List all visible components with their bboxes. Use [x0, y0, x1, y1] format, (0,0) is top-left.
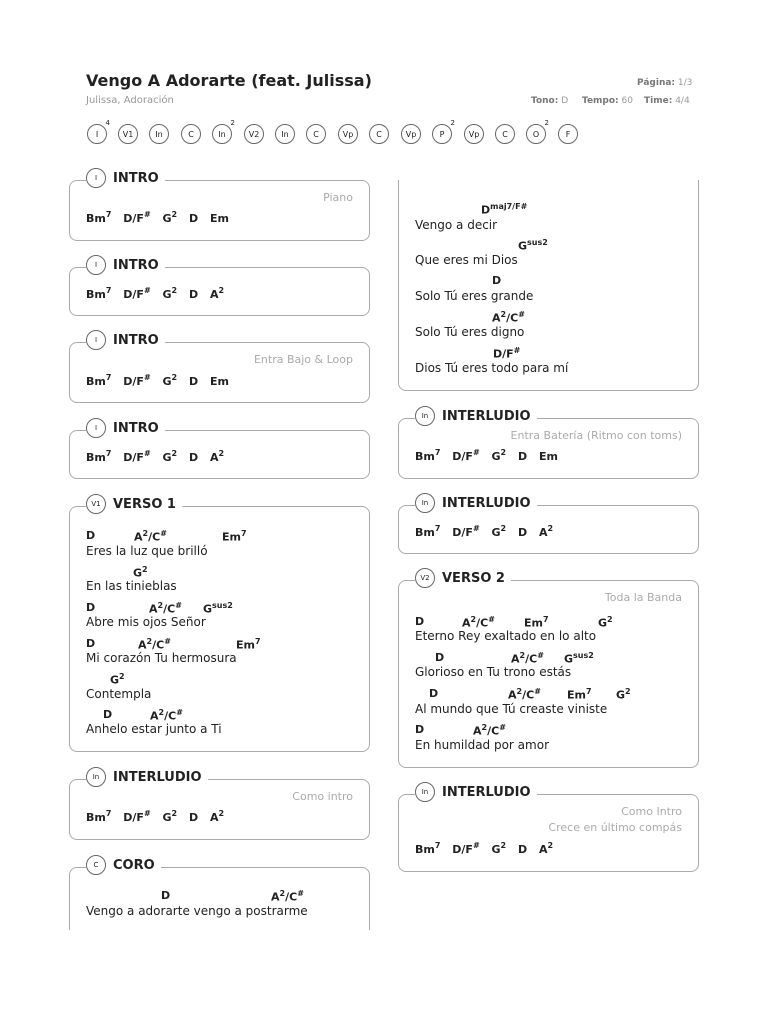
chord: D — [492, 274, 502, 287]
section-note: Crece en último compás — [548, 821, 682, 834]
chord: Em$^7$ — [222, 529, 247, 544]
lyric-line: Mi corazón Tu hermosura — [86, 651, 237, 665]
section-badge: In — [415, 406, 435, 426]
section-note: Piano — [323, 191, 353, 204]
nav-coro[interactable]: C — [495, 124, 515, 144]
chord: D — [415, 723, 425, 736]
lyric-line: Vengo a adorarte vengo a postrarme — [86, 904, 308, 918]
key-indicator: Tono: D — [531, 96, 569, 106]
nav-verso-p[interactable]: Vp — [338, 124, 358, 144]
nav-coro[interactable]: C — [181, 124, 201, 144]
section-title: CORO — [113, 857, 155, 873]
section-header — [86, 494, 182, 514]
chord: D — [161, 889, 171, 902]
chord-progression: Bm$^7$ D/F# $G^2$ D $A^2$ — [86, 809, 225, 824]
section-header — [415, 782, 537, 802]
section-badge: In — [86, 767, 106, 787]
lyric-line: Anhelo estar junto a Ti — [86, 722, 222, 736]
nav-interludio[interactable]: In 2 — [212, 124, 232, 144]
chord-progression: Bm$^7$ D/F# $G^2$ D $A^2$ — [86, 286, 225, 301]
section-title: VERSO 2 — [442, 570, 505, 586]
section-title: VERSO 1 — [113, 496, 176, 512]
chord: D — [86, 529, 96, 542]
nav-verso-p[interactable]: Vp — [464, 124, 484, 144]
section-header — [415, 406, 537, 426]
section-badge: V1 — [86, 494, 106, 514]
section-title: INTERLUDIO — [113, 769, 202, 785]
lyric-line: Solo Tú eres digno — [415, 325, 525, 339]
section-badge: I — [86, 168, 106, 188]
chord: $D^{maj7/F\#}$ — [481, 202, 528, 217]
chord: $A^2/C^{\#}$ — [138, 637, 171, 652]
chord: $G^{sus2}$ — [203, 601, 233, 616]
chord: $A^2/C^{\#}$ — [134, 529, 167, 544]
section-badge: I — [86, 418, 106, 438]
section-badge: I — [86, 255, 106, 275]
nav-verso-1[interactable]: V1 — [118, 124, 138, 144]
page-indicator: Página: 1/3 — [637, 78, 693, 88]
chord: $G^2$ — [616, 687, 631, 702]
nav-intro[interactable]: I 4 — [87, 124, 107, 144]
nav-interludio[interactable]: In — [275, 124, 295, 144]
chord: D — [103, 708, 113, 721]
chord: $G^2$ — [110, 672, 125, 687]
lyric-line: Al mundo que Tú creaste viniste — [415, 702, 608, 716]
section-card — [398, 180, 699, 391]
chord: $A^2/C^{\#}$ — [271, 889, 304, 904]
nav-coro[interactable]: C — [306, 124, 326, 144]
section-header — [415, 568, 511, 588]
chord: Em$^7$ — [567, 687, 592, 702]
chord: D — [86, 637, 96, 650]
nav-final[interactable]: F — [558, 124, 578, 144]
chord: D/F# — [493, 346, 521, 361]
chord: $A^2/C^{\#}$ — [511, 651, 544, 666]
section-note: Toda la Banda — [604, 591, 682, 604]
section-badge: In — [415, 782, 435, 802]
chord: D — [429, 687, 439, 700]
chord-progression: Bm$^7$ D/F# $G^2$ D $A^2$ — [86, 449, 225, 464]
section-badge: C — [86, 855, 106, 875]
nav-verso-p[interactable]: Vp — [401, 124, 421, 144]
chord: $G^2$ — [133, 565, 148, 580]
lyric-line: Glorioso en Tu trono estás — [415, 665, 572, 679]
section-badge: In — [415, 493, 435, 513]
chord: D — [86, 601, 96, 614]
section-header — [415, 493, 537, 513]
chord: $A^2/C^{\#}$ — [492, 310, 525, 325]
chord: Em$^7$ — [236, 637, 261, 652]
chord: $G^2$ — [598, 615, 613, 630]
section-title: INTRO — [113, 332, 159, 348]
chord-progression: Bm$^7$ D/F# $G^2$ D $A^2$ — [415, 524, 554, 539]
section-header — [86, 418, 165, 438]
chord-progression: Bm$^7$ D/F# $G^2$ D Em — [86, 373, 229, 388]
chord: $A^2/C^{\#}$ — [150, 708, 183, 723]
chord: $A^2/C^{\#}$ — [473, 723, 506, 738]
section-title: INTERLUDIO — [442, 784, 531, 800]
lyric-line: Vengo a decir — [415, 218, 498, 232]
nav-interludio[interactable]: In — [149, 124, 169, 144]
section-header — [86, 767, 208, 787]
time-indicator: Time: 4/4 — [644, 96, 690, 106]
nav-verso-2[interactable]: V2 — [244, 124, 264, 144]
lyric-line: Eterno Rey exaltado en lo alto — [415, 629, 597, 643]
chord: $G^{sus2}$ — [518, 238, 548, 253]
nav-coro[interactable]: C — [369, 124, 389, 144]
chord-progression: Bm$^7$ D/F# $G^2$ D Em — [415, 448, 558, 463]
chord: $G^{sus2}$ — [564, 651, 594, 666]
chord-progression: Bm$^7$ D/F# $G^2$ D Em — [86, 210, 229, 225]
section-header — [86, 855, 161, 875]
lyric-line: En las tinieblas — [86, 579, 177, 593]
chord: D — [415, 615, 425, 628]
chord: $A^2/C^{\#}$ — [462, 615, 495, 630]
chord-progression: Bm$^7$ D/F# $G^2$ D $A^2$ — [415, 841, 554, 856]
lyric-line: En humildad por amor — [415, 738, 549, 752]
section-note: Entra Batería (Ritmo con toms) — [510, 429, 682, 442]
section-note: Como Intro — [621, 805, 682, 818]
section-title: INTERLUDIO — [442, 495, 531, 511]
chord: $A^2/C^{\#}$ — [149, 601, 182, 616]
lyric-line: Contempla — [86, 687, 152, 701]
section-title: INTERLUDIO — [442, 408, 531, 424]
lyric-line: Que eres mi Dios — [415, 253, 518, 267]
chord: D — [435, 651, 445, 664]
section-note: Como intro — [292, 790, 353, 803]
section-note: Entra Bajo & Loop — [253, 353, 353, 366]
nav-outro[interactable]: O 2 — [526, 124, 546, 144]
lyric-line: Solo Tú eres grande — [415, 289, 534, 303]
section-header — [86, 168, 165, 188]
tempo-indicator: Tempo: 60 — [582, 96, 633, 106]
nav-puente[interactable]: P 2 — [432, 124, 452, 144]
lyric-line: Dios Tú eres todo para mí — [415, 361, 569, 375]
section-card — [69, 506, 370, 752]
section-header — [86, 330, 165, 350]
chord: Em$^7$ — [524, 615, 549, 630]
section-header — [86, 255, 165, 275]
section-title: INTRO — [113, 257, 159, 273]
song-artist: Julissa, Adoración — [86, 95, 174, 106]
section-title: INTRO — [113, 420, 159, 436]
lyric-line: Eres la luz que brilló — [86, 544, 208, 558]
section-badge: I — [86, 330, 106, 350]
lyric-line: Abre mis ojos Señor — [86, 615, 206, 629]
section-badge: V2 — [415, 568, 435, 588]
song-title: Vengo A Adorarte (feat. Julissa) — [86, 71, 372, 90]
section-card — [69, 867, 370, 930]
chord: $A^2/C^{\#}$ — [508, 687, 541, 702]
section-title: INTRO — [113, 170, 159, 186]
